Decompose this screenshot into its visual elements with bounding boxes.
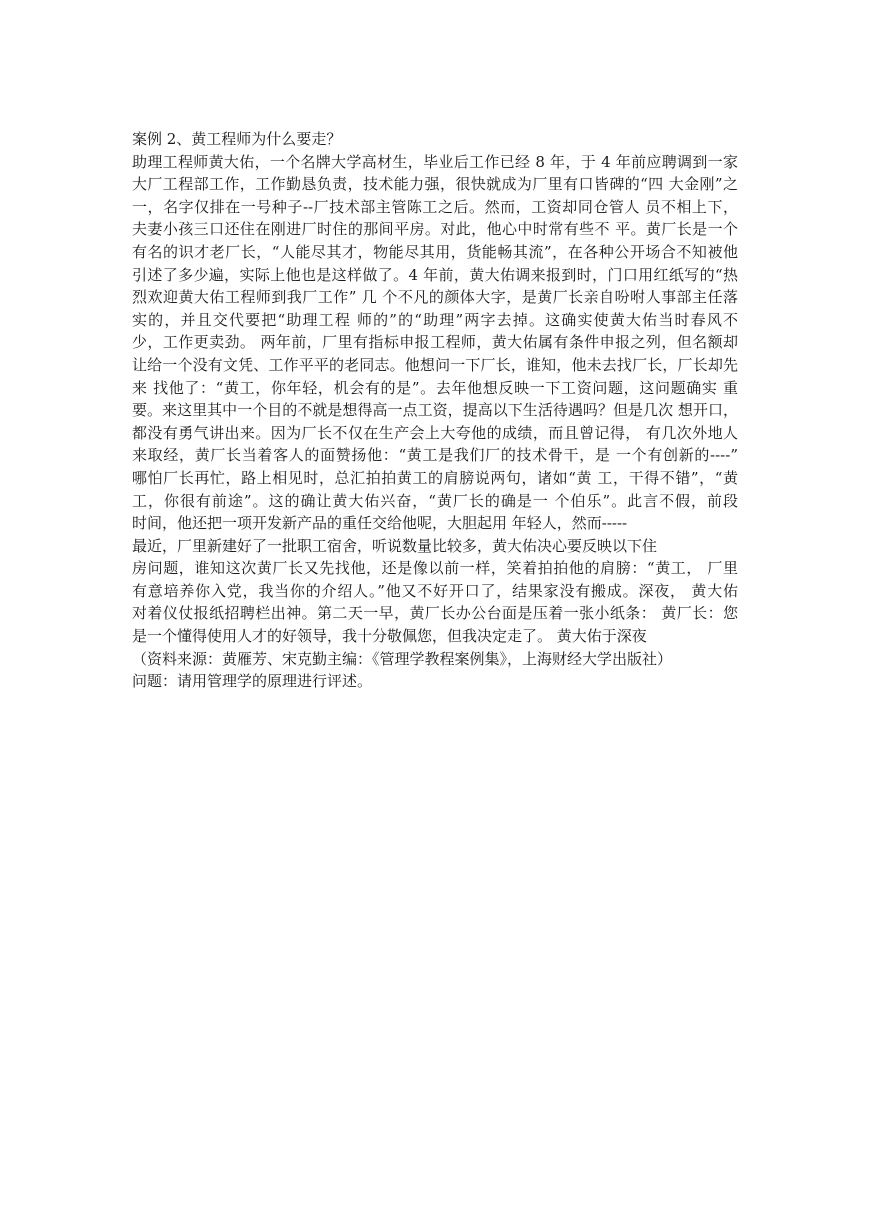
- body-line: 房问题，谁知这次黄厂长又先找他，还是像以前一样，笑着拍拍他的肩膀：“黄工， 厂里: [132, 559, 738, 578]
- body-line: 引述了多少遍，实际上他也是这样做了。4 年前，黄大佑调来报到时，门口用红纸写的“热: [132, 265, 738, 284]
- body-line: 时间，他还把一项开发新产品的重任交给他呢，大胆起用 年轻人，然而-----: [132, 514, 628, 533]
- body-line: 大厂工程部工作，工作勤恳负责，技术能力强，很快就成为厂里有口皆碑的“四 大金刚”之: [132, 175, 738, 194]
- document-page: [132, 128, 738, 693]
- body-line: 要。来这里其中一个目的不就是想得高一点工资，提高以下生活待遇吗？但是几次 想开口，: [132, 401, 738, 420]
- body-line: 是一个懂得使用人才的好领导，我十分敬佩您，但我决定走了。 黄大佑于深夜: [132, 627, 647, 646]
- body-line: 都没有勇气讲出来。因为厂长不仅在生产会上大夸他的成绩，而且曾记得， 有几次外地人: [132, 423, 738, 442]
- body-line: 来取经，黄厂长当着客人的面赞扬他：“黄工是我们厂的技术骨干，是 一个有创新的----”: [132, 446, 738, 465]
- case-body: [132, 151, 738, 648]
- body-line: 实的，并且交代要把“助理工程 师的”的“助理”两字去掉。这确实使黄大佑当时春风不: [132, 310, 738, 329]
- body-line: 最近，厂里新建好了一批职工宿舍，听说数量比较多，黄大佑决心要反映以下住: [132, 536, 658, 555]
- body-line: 有名的识才老厂长，“人能尽其才，物能尽其用，货能畅其流”，在各种公开场合不知被他: [132, 242, 738, 261]
- body-line: 夫妻小孩三口还住在刚进厂时住的那间平房。对此，他心中时常有些不 平。黄厂长是一个: [132, 220, 738, 239]
- source-citation: （资料来源：黄雁芳、宋克勤主编：《管理学教程案例集》，上海财经大学出版社）: [132, 649, 673, 668]
- body-line: 来 找他了：“黄工，你年轻，机会有的是”。去年他想反映一下工资问题，这问题确实 重: [132, 378, 738, 397]
- body-line: 对着仪仗报纸招聘栏出神。第二天一早，黄厂长办公台面是压着一张小纸条： 黄厂长：您: [132, 604, 738, 623]
- body-line: 一，名字仅排在一号种子--厂技术部主管陈工之后。然而，工资却同仓管人 员不相上下，: [132, 197, 738, 216]
- body-line: 助理工程师黄大佑，一个名牌大学高材生，毕业后工作已经 8 年，于 4 年前应聘调到一家: [132, 152, 738, 171]
- body-line: 工，你很有前途”。这的确让黄大佑兴奋，“黄厂长的确是一 个伯乐”。此言不假，前段: [132, 491, 738, 510]
- body-line: 有意培养你入党，我当你的介绍人。”他又不好开口了，结果家没有搬成。深夜， 黄大佑: [132, 581, 738, 600]
- case-title: 案例 2、黄工程师为什么要走？: [132, 130, 342, 148]
- body-line: 烈欢迎黄大佑工程师到我厂工作” 几 个不凡的颜体大字，是黄厂长亲自吩咐人事部主任落: [132, 288, 738, 307]
- question-prompt: 问题：请用管理学的原理进行评述。: [132, 672, 373, 691]
- body-line: 哪怕厂长再忙，路上相见时，总汇拍拍黄工的肩膀说两句，诸如“黄 工，干得不错”，“黄: [132, 468, 738, 487]
- body-line: 少，工作更卖劲。 两年前，厂里有指标申报工程师，黄大佑属有条件申报之列，但名额却: [132, 333, 738, 352]
- body-line: 让给一个没有文凭、工作平平的老同志。他想问一下厂长，谁知，他未去找厂长，厂长却先: [132, 355, 738, 374]
